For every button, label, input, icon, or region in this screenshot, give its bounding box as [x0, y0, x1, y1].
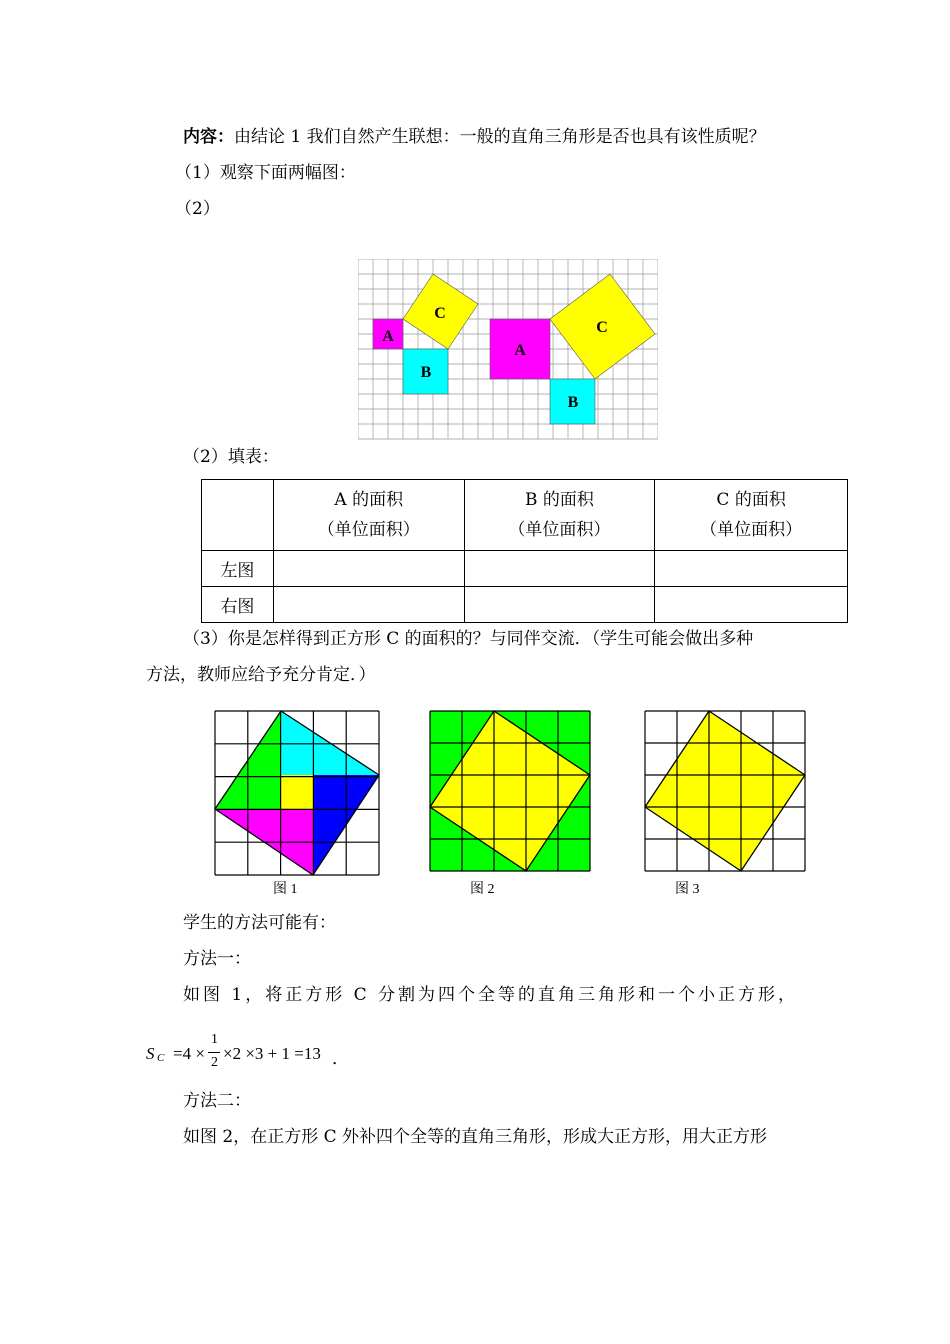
- intro-text: 由结论 1 我们自然产生联想：一般的直角三角形是否也具有该性质呢？: [234, 127, 766, 147]
- method2-text: 如图 2，在正方形 C 外补四个全等的直角三角形，形成大正方形，用大正方形: [183, 1127, 768, 1147]
- formula-post: ×2 ×3 + 1 =13: [223, 1044, 321, 1063]
- formula-pre: =4 ×: [173, 1044, 205, 1063]
- cell-right-b[interactable]: [464, 587, 655, 623]
- step2-fill-table: （2）填表：: [183, 447, 279, 467]
- table-corner-cell: [202, 480, 274, 551]
- header-area-a: A 的面积 （单位面积）: [273, 480, 464, 551]
- step3-line2: 方法，教师应给予充分肯定．）: [146, 665, 376, 685]
- formula-period: ．: [332, 1049, 349, 1068]
- cell-right-a[interactable]: [273, 587, 464, 623]
- formula-fraction-bar: [208, 1052, 220, 1053]
- header-area-b: B 的面积 （单位面积）: [464, 480, 655, 551]
- table-row: [202, 551, 848, 587]
- area-table: [201, 479, 848, 623]
- formula-denominator: 2: [211, 1055, 218, 1070]
- intro-label: 内容：: [183, 127, 234, 147]
- row-label-right: 右图: [202, 587, 274, 623]
- header-area-c: C 的面积 （单位面积）: [655, 480, 848, 551]
- right-label-b: B: [567, 394, 579, 411]
- method1-text: 如图 1，将正方形 C 分割为四个全等的直角三角形和一个小正方形，: [183, 985, 799, 1005]
- step3-line1: （3）你是怎样得到正方形 C 的面积的？与同伴交流．（学生可能会做出多种: [183, 629, 754, 649]
- caption-figure-2: 图 2: [470, 882, 495, 897]
- cell-right-c[interactable]: [655, 587, 848, 623]
- formula-subscript: C: [157, 1052, 165, 1064]
- fig1-yellow-small-square: [281, 775, 313, 809]
- step2-heading: （2）: [175, 199, 220, 219]
- method2-title: 方法二：: [183, 1091, 251, 1111]
- right-label-c: C: [596, 319, 608, 336]
- methods-intro: 学生的方法可能有：: [183, 913, 336, 933]
- figure-2: [428, 709, 598, 879]
- left-label-a: A: [382, 328, 394, 345]
- table-header-row: [202, 480, 848, 551]
- formula-numerator: 1: [211, 1032, 218, 1047]
- figure-3: [643, 709, 813, 879]
- cell-left-c[interactable]: [655, 551, 848, 587]
- figure-1: [213, 709, 383, 879]
- caption-figure-3: 图 3: [675, 882, 700, 897]
- fig3-yellow-square-c: [645, 711, 805, 871]
- cell-left-a[interactable]: [273, 551, 464, 587]
- pythagoras-grid-figure: [358, 259, 658, 441]
- step1-text: （1）观察下面两幅图：: [175, 163, 356, 183]
- cell-left-b[interactable]: [464, 551, 655, 587]
- right-label-a: A: [514, 342, 526, 359]
- method1-title: 方法一：: [183, 949, 251, 969]
- table-row: [202, 587, 848, 623]
- formula-s: S: [146, 1044, 155, 1063]
- intro-line: [183, 126, 766, 148]
- left-label-b: B: [420, 364, 432, 381]
- left-label-c: C: [434, 305, 446, 322]
- caption-figure-1: 图 1: [273, 882, 298, 897]
- row-label-left: 左图: [202, 551, 274, 587]
